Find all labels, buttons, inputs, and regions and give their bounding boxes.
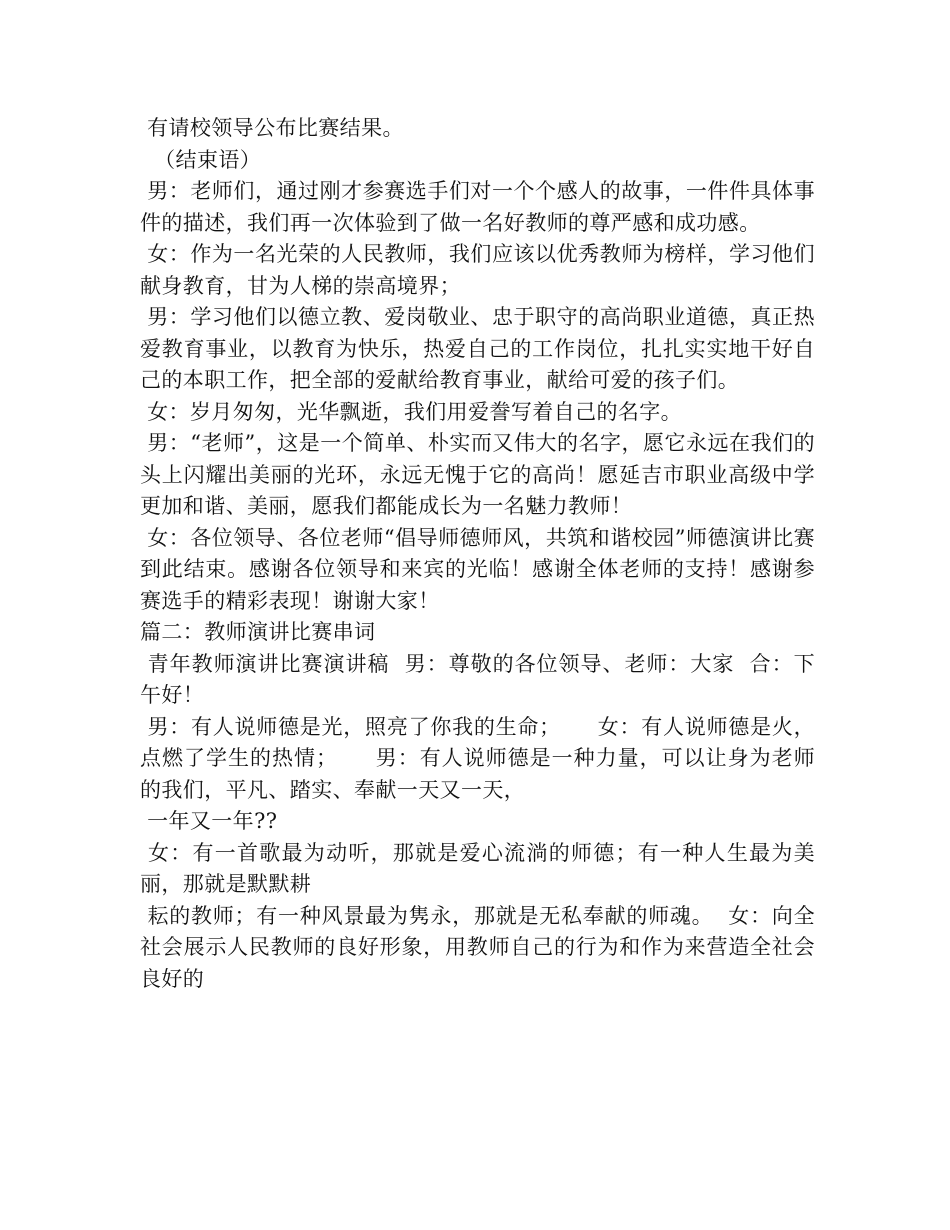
paragraph: 男：学习他们以德立教、爱岗敬业、忠于职守的高尚职业道德，真正热爱教育事业，以教育为快乐，热爱自己的工作岗位，扎扎实实地干好自己的本职工作，把全部的爱献给教育事业，献给可爱的孩子们。 [140,305,816,392]
paragraph: 有请校领导公布比赛结果。 [140,116,404,140]
paragraph: 男：“老师”，这是一个简单、朴实而又伟大的名字，愿它永远在我们的头上闪耀出美丽的光环，永远无愧于它的高尚！愿延吉市职业高级中学更加和谐、美丽，愿我们都能成长为一名魅力教师！ [140,431,815,518]
section-heading: 篇二：教师演讲比赛串词 [140,620,376,644]
paragraph: （结束语） [140,147,262,172]
paragraph: 男：老师们，通过刚才参赛选手们对一个个感人的故事，一件件具体事件的描述，我们再一次体验到了做一名好教师的尊严感和成功感。 [140,179,816,235]
paragraph: 耘的教师；有一种风景最为隽永，那就是无私奉献的师魂。 女：向全社会展示人民教师的良好形象，用教师自己的行为和作为来营造全社会良好的 [140,903,815,991]
paragraph: 一年又一年?? [140,809,278,833]
paragraph: 青年教师演讲比赛演讲稿 男：尊敬的各位领导、老师：大家 合：下午好！ [140,651,815,707]
document-body [140,113,815,995]
paragraph: 女：岁月匆匆，光华飘逝，我们用爱誊写着自己的名字。 [140,399,683,424]
paragraph: 女：各位领导、各位老师“倡导师德师风，共筑和谐校园”师德演讲比赛到此结束。感谢各位领导和来宾的光临！感谢全体老师的支持！感谢参赛选手的精彩表现！谢谢大家！ [140,525,815,613]
paragraph: 女：有一首歌最为动听，那就是爱心流淌的师德；有一种人生最为美丽，那就是默默耕 [140,840,816,896]
paragraph: 男：有人说师德是光，照亮了你我的生命； 女：有人说师德是火，点燃了学生的热情； 男：有人说师德是一种力量，可以让身为老师的我们，平凡、踏实、奉献一天又一天， [140,714,815,802]
paragraph: 女：作为一名光荣的人民教师，我们应该以优秀教师为榜样，学习他们献身教育，甘为人梯的崇高境界； [140,242,816,298]
